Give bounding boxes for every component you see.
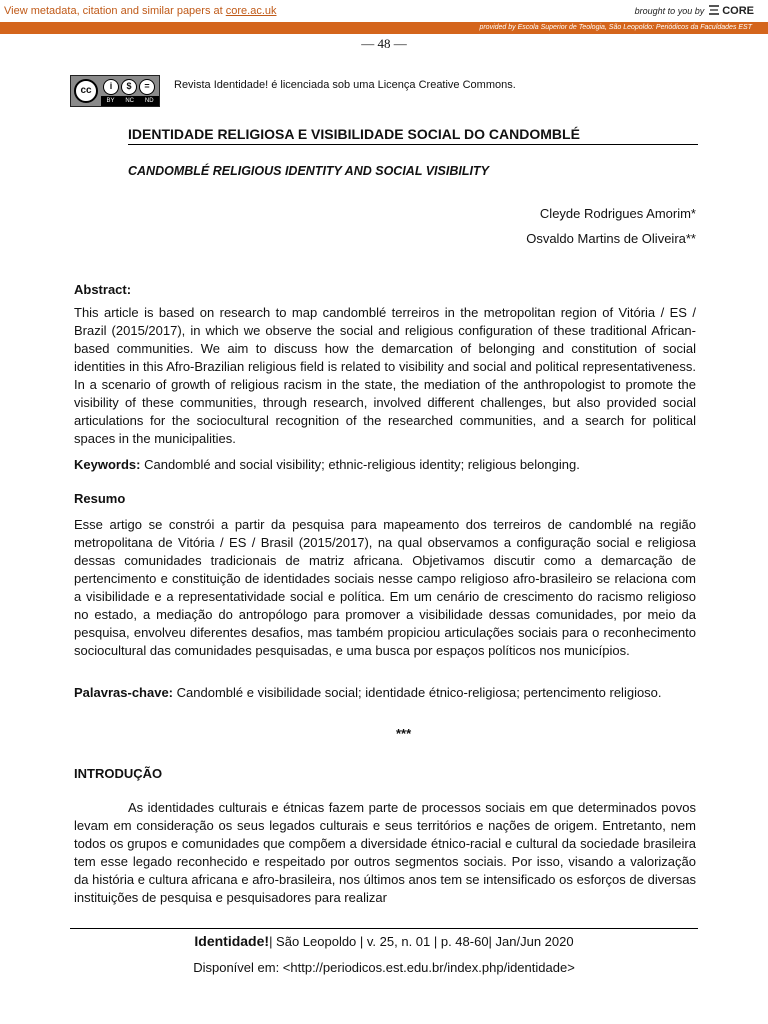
cc-license-labels <box>101 96 159 106</box>
author-1: Cleyde Rodrigues Amorim* <box>539 206 696 221</box>
cc-label-nd: ND <box>144 98 154 104</box>
cc-label-nc: NC <box>125 98 134 104</box>
creative-commons-badge[interactable] <box>70 75 160 107</box>
core-metadata-label[interactable]: View metadata, citation and similar papers at <box>4 5 226 17</box>
author-2: Osvaldo Martins de Oliveira** <box>526 231 696 246</box>
keywords-label: Keywords: <box>74 457 141 472</box>
palavras-chave-text: Candomblé e visibilidade social; identidade étnico-religiosa; pertencimento religioso. <box>176 685 662 700</box>
provided-by-label: provided by <box>479 24 516 31</box>
keywords-line <box>74 456 696 474</box>
cc-label-by: BY <box>106 98 115 104</box>
attribution-icon: i <box>103 79 119 95</box>
footer-citation <box>0 933 768 949</box>
footer-availability[interactable]: Disponível em: <http://periodicos.est.edu.br/index.php/identidade> <box>193 960 575 975</box>
article-subtitle: CANDOMBLÉ RELIGIOUS IDENTITY AND SOCIAL VISIBILITY <box>128 164 489 178</box>
article-title: IDENTIDADE RELIGIOSA E VISIBILIDADE SOCIAL DO CANDOMBLÉ <box>128 126 698 145</box>
brought-by-text: brought to you by <box>634 6 705 16</box>
palavras-chave-line <box>74 684 696 702</box>
journal-name: Identidade! <box>194 933 270 949</box>
citation-details: | São Leopoldo | v. 25, n. 01 | p. 48-60| Jan/Jun 2020 <box>269 934 574 949</box>
page-number: — 48 — <box>361 36 407 51</box>
provided-by-text: Escola Superior de Teologia, São Leopoldo: Periódicos da Faculdades EST <box>517 24 752 31</box>
core-logo-icon <box>708 4 720 18</box>
core-metadata-text <box>4 5 277 17</box>
core-branding <box>635 4 754 18</box>
provided-by-bar <box>0 22 768 34</box>
resumo-text: Esse artigo se constrói a partir da pesquisa para mapeamento dos terreiros de candomblé na região metropolitana de Vitória / ES / Brasil (2015/2017), na qual observamos a configuração social e religiosa dessas comunidades tradicionais de matriz africana. Objetivamos discutir como a demarcação de pertencimento e constituição de identidades sociais nesse campo religioso afro-brasileiro se relaciona com a visibilidade e a representatividade social e política. Em um cenário de crescimento do racismo religioso no estado, a mediação do antropólogo para promover a visibilidade dessas comunidades, por meio da pesquisa, envolveu diferentes desafios, mas também propiciou articulações sociais para o reconhecimento sociocultural das comunidades pesquisadas, e uma busca por espaços políticos nos municípios. <box>74 517 696 658</box>
cc-license-icons <box>103 79 155 95</box>
abstract-text: This article is based on research to map candomblé terreiros in the metropolitan region of Vitória / ES / Brazil (2015/2017), in which we observe the social and religious configuration of these traditional African-based communities. We aim to discuss how the demarcation of belonging and constitution of social identities in this Afro-Brazilian religious field is related to visibility and social and political representativeness. In a scenario of growth of religious racism in the state, the mediation of the anthropologist to promote the visibility of these communities, through research, involved different challenges, but also provided social articulations for the sociocultural recognition of the researched communities, and a search for political spaces in the municipalities. <box>74 305 696 446</box>
abstract-heading: Abstract: <box>74 282 132 297</box>
core-logo-text: CORE <box>722 5 754 17</box>
noncommercial-icon: $ <box>121 79 137 95</box>
resumo-heading: Resumo <box>74 491 126 506</box>
palavras-chave-label: Palavras-chave: <box>74 685 174 700</box>
noderivatives-icon: = <box>139 79 155 95</box>
cc-logo-icon: cc <box>74 79 98 103</box>
footer-divider <box>70 928 698 929</box>
introduction-text: As identidades culturais e étnicas fazem parte de processos sociais em que determinados povos levam em consideração os seus legados culturais e seus territórios e nações de origem. Entretanto, nem todos os grupos e comunidades que compõem a diversidade étnico-racial e cultural da sociedade brasileira tem esse legado reconhecido e respeitado por outros segmentos sociais. Por isso, visando a valorização da história e cultura africana e afro-brasileira, nos últimos anos tem se intensificado os esforços de diversas instituições de pesquisa e pesquisadores para realizar <box>74 800 696 905</box>
introduction-heading: INTRODUÇÃO <box>74 766 163 781</box>
core-header-bar <box>0 0 768 22</box>
keywords-text: Candomblé and social visibility; ethnic-religious identity; religious belonging. <box>144 457 580 472</box>
license-text: Revista Identidade! é licenciada sob uma Licença Creative Commons. <box>174 79 516 91</box>
section-separator: *** <box>396 726 412 741</box>
core-logo[interactable] <box>708 4 754 18</box>
core-ac-uk-link[interactable]: core.ac.uk <box>225 5 277 17</box>
